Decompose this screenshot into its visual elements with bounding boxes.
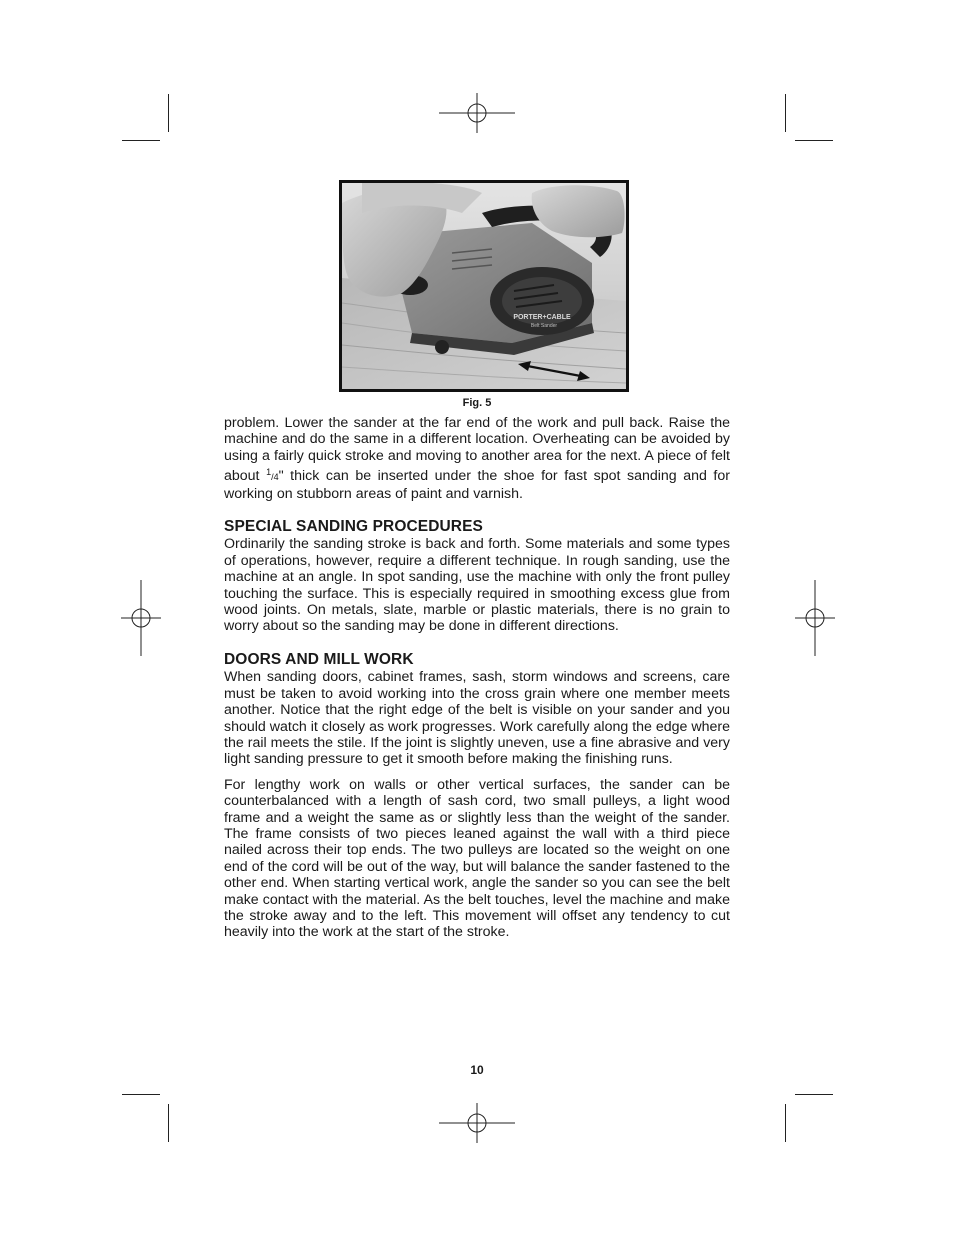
registration-mark-bottom <box>439 1103 515 1143</box>
intro-text-after: " thick can be inserted under the shoe for fast spot sanding and for working on stubborn areas of paint and varnish. <box>224 468 730 502</box>
section-paragraph: For lengthy work on walls or other vertical surfaces, the sander can be counterbalanced with a length of sash cord, two small pulleys, a light wood frame and a weight the same as or slightly less than the weight of the sander. The frame consists of two pieces leaned against the wall with a third piece nailed across their top ends. The two pulleys are located so the weight on one end of the cord will be out of the way, but will balance the sander fastened to the other end. When starting vertical work, angle the sander so you can see the belt make contact with the material. As the belt touches, level the machine and make the stroke away and to the left. This movement will offset any tendency to cut heavily into the work at the start of the stroke. <box>224 776 730 941</box>
figure-5-photo <box>339 180 629 392</box>
page-number: 10 <box>470 1063 484 1077</box>
section-heading-doors-mill-work: DOORS AND MILL WORK <box>224 650 414 668</box>
crop-mark-top-right-h <box>795 140 833 141</box>
crop-mark-bottom-left-h <box>122 1094 160 1095</box>
intro-text-before: problem. Lower the sander at the far end of the work and pull back. Raise the machine and do the same in a different location. Overheating can be avoided by using a fairly quick stroke and moving to another area for the next. A piece of felt about <box>224 415 730 485</box>
crop-mark-top-left-h <box>122 140 160 141</box>
crop-mark-top-left-v <box>168 94 169 132</box>
fraction-denominator: /4 <box>271 472 279 483</box>
registration-mark-left <box>121 580 161 656</box>
registration-mark-right <box>795 580 835 656</box>
section-paragraph: When sanding doors, cabinet frames, sash, storm windows and screens, care must be taken to avoid working into the cross grain where one member meets another. Notice that the right edge of the belt is visible on your sander and you should watch it closely as work progresses. Work carefully along the edge where the rail meets the stile. If the joint is slightly uneven, use a fine abrasive and very light sanding pressure to get it smooth before making the finishing runs. <box>224 669 731 768</box>
crop-mark-bottom-left-v <box>168 1104 169 1142</box>
text-column <box>224 415 730 950</box>
brand-sublabel: Belt Sander <box>530 323 558 329</box>
section-paragraph: Ordinarily the sanding stroke is back and forth. Some materials and some types of operations, however, require a different technique. In rough sanding, use the machine at an angle. In spot sanding, use the machine with only the front pulley touching the surface. This is especially required in smoothing excess glue from wood joints. On metals, slate, marble or plastic materials, there is no grain to worry about so the sanding may be done in different directions. <box>224 536 730 635</box>
fraction-numerator: 1 <box>266 467 272 478</box>
crop-mark-bottom-right-h <box>795 1094 833 1095</box>
crop-mark-bottom-right-v <box>785 1104 786 1142</box>
fraction-quarter <box>266 467 279 483</box>
figure-caption: Fig. 5 <box>462 397 492 409</box>
section-heading-special-sanding: SPECIAL SANDING PROCEDURES <box>224 518 483 536</box>
intro-paragraph <box>224 415 730 502</box>
crop-mark-top-right-v <box>785 94 786 132</box>
registration-mark-top <box>439 93 515 133</box>
brand-label: PORTER+CABLE <box>513 314 571 321</box>
